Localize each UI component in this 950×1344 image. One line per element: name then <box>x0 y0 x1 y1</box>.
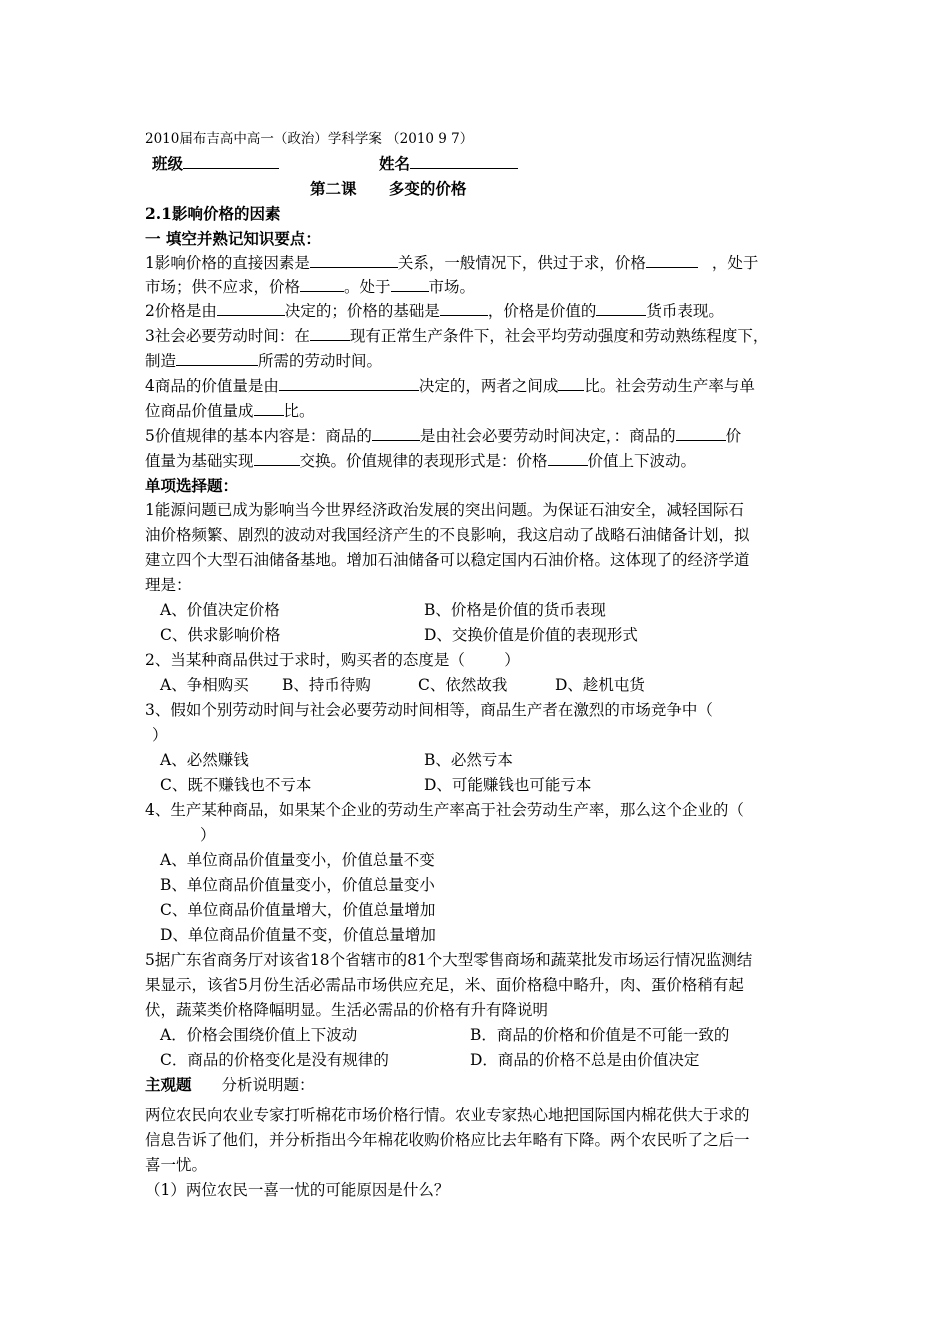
answer-blank[interactable] <box>217 300 285 316</box>
q4-option-b[interactable]: B、单位商品价值量变小，价值总量变小 <box>160 876 435 894</box>
q5-text-line: 伏，蔬菜类价格降幅明显。生活必需品的价格有升有降说明 <box>145 1001 549 1019</box>
q5-text-line: 果显示，该省5月份生活必需品市场供应充足，米、面价格稳中略升，肉、蛋价格稍有起 <box>145 976 744 994</box>
blank-line-7 <box>145 400 315 422</box>
class-blank[interactable] <box>183 153 279 169</box>
q5-option-c[interactable]: C．商品的价格变化是没有规律的 <box>160 1051 389 1069</box>
text: 1影响价格的直接因素是 <box>145 254 310 272</box>
blank-line-5 <box>145 350 382 372</box>
q4-option-c[interactable]: C、单位商品价值量增大，价值总量增加 <box>160 901 436 919</box>
text: ，价格是价值的 <box>487 302 597 320</box>
q2-option-a[interactable]: A、争相购买 <box>160 676 249 694</box>
single-choice-heading: 单项选择题： <box>145 476 239 495</box>
text: 价 <box>725 427 742 445</box>
q2-option-c[interactable]: C、依然故我 <box>418 676 508 694</box>
text: 市场。 <box>428 278 476 296</box>
header-line: 2010届布吉高中高一（政治）学科学案 （2010 9 7） <box>145 131 474 147</box>
text: 决定的，两者之间成 <box>418 377 559 395</box>
q1-text-line: 建立四个大型石油储备基地。增加石油储备可以稳定国内石油价格。这体现了的经济学道 <box>145 551 750 569</box>
section-title: 2.1影响价格的因素 <box>145 204 281 223</box>
answer-blank[interactable] <box>310 252 398 268</box>
q4-text-line: ） <box>200 826 216 844</box>
q5-option-d[interactable]: D．商品的价格不总是由价值决定 <box>470 1051 700 1069</box>
blank-line-8 <box>145 425 741 447</box>
subjective-heading-line <box>145 1074 315 1096</box>
answer-blank[interactable] <box>300 276 344 292</box>
subjective-text-line: 信息告诉了他们，并分析指出今年棉花收购价格应比去年略有下降。两个农民听了之后一 <box>145 1131 750 1149</box>
text: 。处于 <box>344 278 391 296</box>
subjective-heading: 主观题 <box>145 1075 192 1094</box>
q3-text-line: 3、假如个别劳动时间与社会必要劳动时间相等，商品生产者在激烈的市场竞争中（ <box>145 701 713 719</box>
subjective-question: （1）两位农民一喜一忧的可能原因是什么？ <box>145 1181 450 1199</box>
q1-text-line: 理是： <box>145 576 192 594</box>
text: 3社会必要劳动时间：在 <box>145 327 310 345</box>
blank-line-1 <box>145 252 758 274</box>
text: 关系，一般情况下，供过于求，价格 <box>397 254 646 272</box>
q2-option-b[interactable]: B、持币待购 <box>282 676 371 694</box>
blank-line-4 <box>145 325 768 347</box>
class-label: 班级 <box>152 154 184 173</box>
text: 比。社会劳动生产率与单 <box>584 377 755 395</box>
text: 制造 <box>145 352 177 370</box>
name-blank[interactable] <box>410 153 518 169</box>
text: 位商品价值量成 <box>145 402 254 420</box>
subjective-text-line: 喜一忧。 <box>145 1156 208 1174</box>
name-label: 姓名 <box>379 154 411 173</box>
q1-text-line: 油价格频繁、剧烈的波动对我国经济产生的不良影响，我这启动了战略石油储备计划，拟 <box>145 526 750 544</box>
answer-blank[interactable] <box>558 375 584 391</box>
q3-option-a[interactable]: A、必然赚钱 <box>160 751 249 769</box>
class-name-line <box>152 153 518 175</box>
q3-option-c[interactable]: C、既不赚钱也不亏本 <box>160 776 312 794</box>
q4-option-a[interactable]: A、单位商品价值量变小，价值总量不变 <box>160 851 435 869</box>
answer-blank[interactable] <box>310 325 350 341</box>
text: 市场；供不应求，价格 <box>145 278 301 296</box>
answer-blank[interactable] <box>646 252 698 268</box>
text: 决定的；价格的基础是 <box>284 302 440 320</box>
lesson-title: 第二课 多变的价格 <box>310 179 467 198</box>
text: 价值上下波动。 <box>587 452 697 470</box>
q1-option-d[interactable]: D、交换价值是价值的表现形式 <box>424 626 638 644</box>
blank-line-9 <box>145 450 696 472</box>
answer-blank[interactable] <box>176 350 258 366</box>
blank-line-6 <box>145 375 755 397</box>
q3-text-line: ） <box>152 726 168 744</box>
answer-blank[interactable] <box>391 276 429 292</box>
q3-option-d[interactable]: D、可能赚钱也可能亏本 <box>424 776 592 794</box>
answer-blank[interactable] <box>596 300 646 316</box>
text: 值量为基础实现 <box>145 452 254 470</box>
q1-option-a[interactable]: A、价值决定价格 <box>160 601 280 619</box>
q5-option-b[interactable]: B．商品的价格和价值是不可能一致的 <box>470 1026 730 1044</box>
q5-option-a[interactable]: A．价格会围绕价值上下波动 <box>160 1026 358 1044</box>
q3-option-b[interactable]: B、必然亏本 <box>424 751 513 769</box>
q1-text-line: 1能源问题已成为影响当今世界经济政治发展的突出问题。为保证石油安全，减轻国际石 <box>145 501 744 519</box>
answer-blank[interactable] <box>254 400 284 416</box>
subjective-text-line: 两位农民向农业专家打听棉花市场价格行情。农业专家热心地把国际国内棉花供大于求的 <box>145 1106 750 1124</box>
blank-line-3 <box>145 300 724 322</box>
text: 比。 <box>283 402 315 420</box>
q2-option-d[interactable]: D、趁机屯货 <box>555 676 645 694</box>
q2-text: 2、当某种商品供过于求时，购买者的态度是（ ） <box>145 651 520 669</box>
q1-option-b[interactable]: B、价格是价值的货币表现 <box>424 601 606 619</box>
part1-heading: 一 填空并熟记知识要点： <box>145 229 321 248</box>
answer-blank[interactable] <box>372 425 420 441</box>
blank-line-2 <box>145 276 475 298</box>
text: 交换。价值规律的表现形式是：价格 <box>299 452 548 470</box>
text: 5价值规律的基本内容是：商品的 <box>145 427 372 445</box>
answer-blank[interactable] <box>676 425 726 441</box>
q4-text-line: 4、生产某种商品，如果某个企业的劳动生产率高于社会劳动生产率，那么这个企业的（ <box>145 801 744 819</box>
text: 是由社会必要劳动时间决定，：商品的 <box>419 427 676 445</box>
subjective-subheading: 分析说明题： <box>221 1076 315 1094</box>
q5-text-line: 5据广东省商务厅对该省18个省辖市的81个大型零售商场和蔬菜批发市场运行情况监测结 <box>145 951 753 969</box>
text: 货币表现。 <box>646 302 724 320</box>
text: 现有正常生产条件下，社会平均劳动强度和劳动熟练程度下， <box>349 327 769 345</box>
answer-blank[interactable] <box>254 450 300 466</box>
text: 4商品的价值量是由 <box>145 377 279 395</box>
text: ，处于 <box>711 254 759 272</box>
q1-option-c[interactable]: C、供求影响价格 <box>160 626 281 644</box>
text: 2价格是由 <box>145 302 217 320</box>
q4-option-d[interactable]: D、单位商品价值量不变，价值总量增加 <box>160 926 436 944</box>
text: 所需的劳动时间。 <box>258 352 383 370</box>
answer-blank[interactable] <box>548 450 588 466</box>
answer-blank[interactable] <box>440 300 488 316</box>
answer-blank[interactable] <box>279 375 419 391</box>
